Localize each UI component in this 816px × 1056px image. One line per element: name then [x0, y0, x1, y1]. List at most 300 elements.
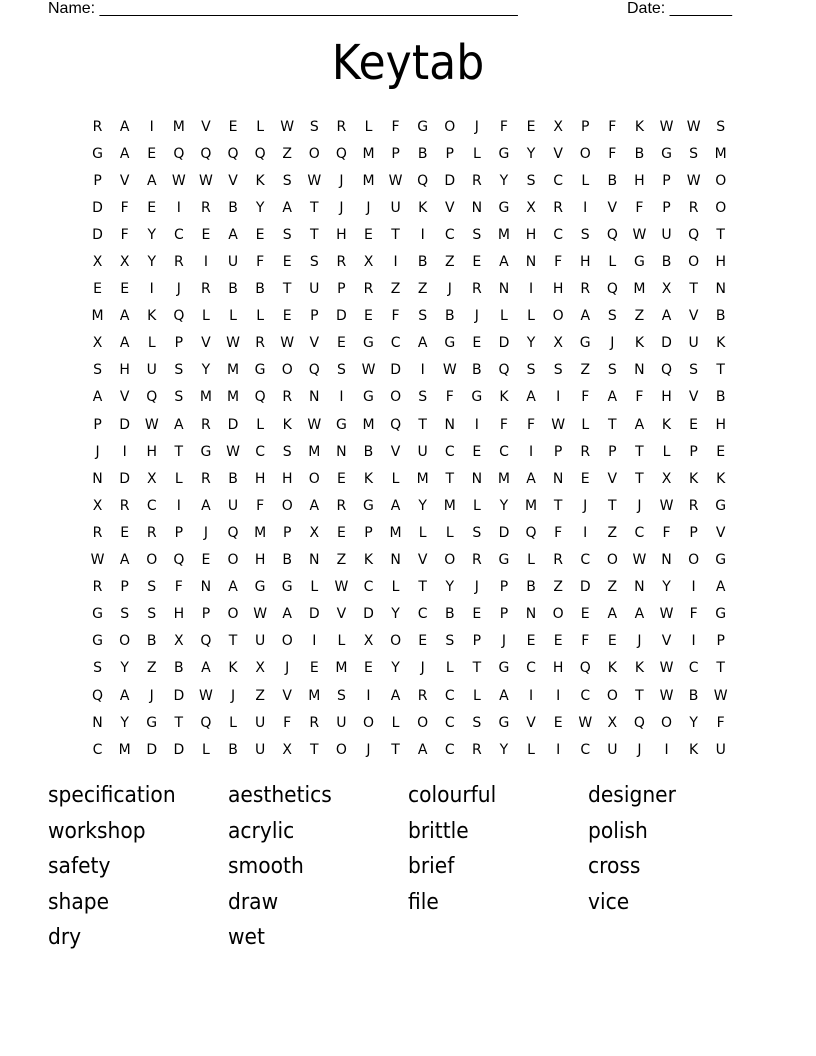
grid-letter[interactable]: F — [256, 497, 265, 514]
grid-letter[interactable]: C — [390, 335, 401, 352]
grid-letter[interactable]: N — [200, 579, 212, 596]
grid-letter[interactable]: L — [581, 416, 590, 433]
grid-letter[interactable]: U — [254, 714, 266, 731]
grid-letter[interactable]: O — [444, 118, 456, 135]
grid-letter[interactable]: I — [149, 281, 154, 298]
grid-letter[interactable]: P — [553, 443, 563, 460]
grid-letter[interactable]: T — [310, 199, 319, 216]
grid-letter[interactable]: O — [281, 497, 293, 514]
grid-letter[interactable]: L — [527, 741, 535, 758]
grid-letter[interactable]: I — [149, 118, 154, 135]
grid-letter[interactable]: F — [499, 416, 508, 433]
grid-letter[interactable]: S — [607, 308, 617, 325]
grid-letter[interactable]: H — [715, 416, 726, 433]
grid-letter[interactable]: M — [199, 389, 212, 406]
grid-letter[interactable]: S — [93, 362, 102, 379]
grid-letter[interactable]: H — [634, 172, 645, 189]
grid-letter[interactable]: L — [364, 118, 373, 135]
grid-letter[interactable]: M — [335, 660, 348, 677]
grid-letter[interactable]: Z — [336, 552, 347, 569]
grid-letter[interactable]: F — [608, 145, 617, 162]
grid-letter[interactable]: Y — [391, 660, 400, 677]
grid-letter[interactable]: Y — [201, 362, 211, 379]
grid-letter[interactable]: L — [202, 308, 210, 325]
grid-letter[interactable]: R — [580, 281, 591, 298]
grid-letter[interactable]: N — [390, 552, 401, 569]
grid-letter[interactable]: R — [336, 118, 347, 135]
grid-letter[interactable]: W — [171, 172, 186, 189]
grid-letter[interactable]: W — [632, 552, 647, 569]
grid-letter[interactable]: S — [336, 687, 346, 704]
grid-letter[interactable]: S — [418, 308, 428, 325]
grid-letter[interactable]: F — [662, 524, 671, 541]
grid-letter[interactable]: C — [688, 660, 699, 677]
grid-letter[interactable]: O — [606, 687, 618, 704]
grid-letter[interactable]: L — [256, 416, 265, 433]
grid-letter[interactable]: R — [688, 199, 699, 216]
grid-letter[interactable]: C — [444, 687, 455, 704]
grid-letter[interactable]: M — [497, 226, 510, 243]
grid-letter[interactable]: K — [499, 389, 509, 406]
grid-letter[interactable]: I — [528, 443, 534, 460]
grid-letter[interactable]: U — [227, 497, 239, 514]
grid-letter[interactable]: M — [525, 497, 538, 514]
grid-letter[interactable]: B — [661, 254, 672, 271]
grid-letter[interactable]: I — [474, 416, 479, 433]
grid-letter[interactable]: T — [418, 416, 427, 433]
grid-letter[interactable]: C — [526, 660, 536, 677]
grid-letter[interactable]: S — [526, 362, 536, 379]
grid-letter[interactable]: K — [255, 172, 265, 189]
grid-letter[interactable]: P — [120, 579, 129, 596]
grid-letter[interactable]: V — [119, 389, 130, 406]
grid-letter[interactable]: Q — [661, 362, 673, 379]
grid-letter[interactable]: M — [497, 470, 510, 487]
grid-letter[interactable]: W — [199, 687, 213, 704]
grid-letter[interactable]: X — [661, 281, 672, 298]
grid-letter[interactable]: P — [608, 443, 617, 460]
grid-letter[interactable]: S — [93, 660, 102, 677]
grid-letter[interactable]: X — [92, 254, 103, 271]
grid-letter[interactable]: F — [554, 254, 563, 271]
grid-letter[interactable]: S — [472, 226, 482, 243]
grid-letter[interactable]: N — [634, 362, 645, 379]
grid-letter[interactable]: C — [444, 714, 455, 731]
grid-letter[interactable]: A — [526, 470, 536, 487]
grid-letter[interactable]: C — [499, 443, 509, 460]
grid-letter[interactable]: E — [553, 633, 563, 650]
grid-letter[interactable]: J — [637, 741, 642, 758]
grid-letter[interactable]: W — [199, 172, 213, 189]
grid-letter[interactable]: D — [146, 741, 158, 758]
grid-letter[interactable]: C — [363, 579, 374, 596]
grid-letter[interactable]: E — [228, 118, 238, 135]
grid-letter[interactable]: G — [281, 579, 293, 596]
grid-letter[interactable]: B — [688, 687, 699, 704]
grid-letter[interactable]: L — [500, 308, 508, 325]
grid-letter[interactable]: S — [689, 362, 699, 379]
grid-letter[interactable]: V — [444, 199, 455, 216]
grid-letter[interactable]: P — [93, 172, 102, 189]
grid-letter[interactable]: P — [662, 172, 671, 189]
grid-letter[interactable]: N — [715, 281, 726, 298]
grid-letter[interactable]: R — [201, 470, 211, 487]
grid-letter[interactable]: D — [390, 362, 401, 379]
grid-letter[interactable]: L — [418, 524, 427, 541]
grid-letter[interactable]: S — [147, 579, 157, 596]
grid-letter[interactable]: K — [661, 416, 672, 433]
grid-letter[interactable]: W — [578, 714, 593, 731]
grid-letter[interactable]: J — [501, 633, 507, 650]
grid-letter[interactable]: O — [417, 714, 429, 731]
grid-letter[interactable]: I — [203, 254, 208, 271]
grid-letter[interactable]: Q — [688, 226, 700, 243]
grid-letter[interactable]: L — [445, 524, 454, 541]
grid-letter[interactable]: G — [417, 118, 429, 135]
grid-letter[interactable]: M — [226, 389, 240, 406]
grid-letter[interactable]: S — [282, 172, 292, 189]
grid-letter[interactable]: V — [282, 687, 292, 704]
grid-letter[interactable]: U — [146, 362, 157, 379]
grid-letter[interactable]: L — [472, 687, 481, 704]
grid-letter[interactable]: K — [228, 660, 238, 677]
grid-letter[interactable]: X — [553, 335, 563, 352]
grid-letter[interactable]: C — [255, 443, 265, 460]
grid-letter[interactable]: K — [282, 416, 292, 433]
grid-letter[interactable]: G — [363, 497, 374, 514]
grid-letter[interactable]: G — [444, 335, 456, 352]
grid-letter[interactable]: Q — [254, 389, 266, 406]
grid-letter[interactable]: X — [363, 633, 374, 650]
grid-letter[interactable]: E — [472, 443, 482, 460]
grid-letter[interactable]: Y — [526, 335, 536, 352]
grid-letter[interactable]: G — [335, 416, 347, 433]
grid-letter[interactable]: S — [309, 118, 319, 135]
grid-letter[interactable]: D — [227, 416, 239, 433]
grid-letter[interactable]: I — [176, 199, 181, 216]
grid-letter[interactable]: E — [336, 470, 346, 487]
grid-letter[interactable]: A — [119, 335, 130, 352]
grid-letter[interactable]: J — [339, 199, 344, 216]
grid-letter[interactable]: W — [551, 416, 566, 433]
grid-letter[interactable]: G — [715, 552, 727, 569]
grid-letter[interactable]: P — [337, 281, 346, 298]
grid-letter[interactable]: O — [227, 552, 239, 569]
grid-letter[interactable]: E — [607, 633, 617, 650]
grid-letter[interactable]: X — [553, 118, 563, 135]
grid-letter[interactable]: W — [713, 687, 728, 704]
grid-letter[interactable]: K — [147, 308, 157, 325]
grid-letter[interactable]: E — [201, 226, 211, 243]
grid-letter[interactable]: T — [174, 714, 184, 731]
grid-letter[interactable]: Z — [255, 687, 265, 704]
grid-letter[interactable]: Q — [227, 145, 239, 162]
grid-letter[interactable]: X — [92, 335, 103, 352]
grid-letter[interactable]: A — [634, 606, 645, 623]
grid-letter[interactable]: F — [527, 416, 536, 433]
grid-letter[interactable]: O — [119, 633, 131, 650]
grid-letter[interactable]: I — [393, 254, 398, 271]
grid-letter[interactable]: J — [339, 172, 344, 189]
grid-letter[interactable]: D — [336, 308, 347, 325]
grid-letter[interactable]: R — [553, 552, 563, 569]
grid-letter[interactable]: J — [474, 308, 479, 325]
grid-letter[interactable]: A — [228, 579, 238, 596]
grid-letter[interactable]: U — [688, 335, 699, 352]
grid-letter[interactable]: F — [499, 118, 508, 135]
grid-letter[interactable]: L — [527, 308, 535, 325]
grid-letter[interactable]: J — [637, 633, 642, 650]
grid-letter[interactable]: A — [499, 254, 509, 271]
grid-letter[interactable]: Z — [146, 660, 157, 677]
grid-letter[interactable]: A — [201, 497, 211, 514]
grid-letter[interactable]: D — [498, 524, 510, 541]
grid-letter[interactable]: V — [607, 470, 618, 487]
grid-letter[interactable]: B — [417, 254, 428, 271]
grid-letter[interactable]: Q — [200, 145, 212, 162]
grid-letter[interactable]: V — [201, 118, 211, 135]
grid-letter[interactable]: M — [172, 118, 185, 135]
grid-letter[interactable]: Z — [580, 362, 591, 379]
grid-letter[interactable]: E — [472, 254, 482, 271]
grid-letter[interactable]: J — [230, 687, 236, 704]
grid-letter[interactable]: F — [554, 524, 563, 541]
grid-letter[interactable]: Y — [662, 579, 671, 596]
grid-letter[interactable]: D — [498, 335, 510, 352]
grid-letter[interactable]: Q — [579, 660, 591, 677]
grid-letter[interactable]: A — [146, 172, 157, 189]
grid-letter[interactable]: B — [472, 362, 482, 379]
grid-letter[interactable]: N — [309, 389, 320, 406]
grid-letter[interactable]: L — [256, 308, 265, 325]
grid-letter[interactable]: G — [498, 145, 510, 162]
grid-letter[interactable]: G — [715, 606, 727, 623]
grid-letter[interactable]: E — [472, 335, 482, 352]
grid-letter[interactable]: V — [309, 335, 320, 352]
grid-letter[interactable]: W — [307, 172, 322, 189]
grid-letter[interactable]: Q — [633, 714, 645, 731]
grid-letter[interactable]: X — [526, 199, 536, 216]
grid-letter[interactable]: F — [256, 254, 265, 271]
grid-letter[interactable]: M — [254, 524, 267, 541]
grid-letter[interactable]: B — [282, 552, 292, 569]
grid-letter[interactable]: T — [472, 660, 482, 677]
grid-letter[interactable]: Q — [606, 281, 618, 298]
grid-letter[interactable]: J — [474, 118, 479, 135]
grid-letter[interactable]: A — [499, 687, 509, 704]
grid-letter[interactable]: A — [390, 497, 401, 514]
grid-letter[interactable]: E — [364, 226, 373, 243]
grid-letter[interactable]: V — [688, 308, 699, 325]
grid-letter[interactable]: B — [526, 579, 536, 596]
grid-letter[interactable]: C — [580, 741, 591, 758]
grid-letter[interactable]: L — [472, 497, 481, 514]
grid-letter[interactable]: R — [201, 199, 211, 216]
grid-letter[interactable]: L — [337, 633, 346, 650]
grid-letter[interactable]: C — [92, 741, 103, 758]
grid-letter[interactable]: L — [608, 254, 617, 271]
grid-letter[interactable]: O — [146, 552, 158, 569]
grid-letter[interactable]: X — [255, 660, 265, 677]
grid-letter[interactable]: S — [336, 362, 346, 379]
grid-letter[interactable]: G — [498, 660, 510, 677]
grid-letter[interactable]: F — [391, 118, 400, 135]
grid-letter[interactable]: V — [553, 145, 563, 162]
grid-letter[interactable]: H — [146, 443, 157, 460]
grid-letter[interactable]: W — [90, 552, 105, 569]
grid-letter[interactable]: R — [471, 552, 482, 569]
grid-letter[interactable]: S — [472, 714, 482, 731]
grid-letter[interactable]: P — [364, 524, 373, 541]
grid-letter[interactable]: B — [228, 281, 238, 298]
grid-letter[interactable]: W — [659, 497, 674, 514]
grid-letter[interactable]: G — [146, 714, 158, 731]
grid-letter[interactable]: W — [334, 579, 349, 596]
grid-letter[interactable]: G — [363, 389, 374, 406]
grid-letter[interactable]: S — [147, 606, 157, 623]
grid-letter[interactable]: T — [716, 226, 725, 243]
grid-letter[interactable]: N — [634, 579, 645, 596]
grid-letter[interactable]: D — [173, 687, 185, 704]
grid-letter[interactable]: W — [307, 416, 322, 433]
grid-letter[interactable]: J — [610, 335, 615, 352]
grid-letter[interactable]: R — [92, 118, 103, 135]
grid-letter[interactable]: D — [579, 579, 591, 596]
grid-letter[interactable]: I — [664, 741, 669, 758]
grid-letter[interactable]: R — [92, 579, 103, 596]
grid-letter[interactable]: D — [92, 199, 103, 216]
grid-letter[interactable]: H — [525, 226, 537, 243]
grid-letter[interactable]: Q — [308, 362, 320, 379]
grid-letter[interactable]: B — [444, 606, 455, 623]
grid-letter[interactable]: I — [528, 687, 534, 704]
grid-letter[interactable]: Q — [146, 389, 158, 406]
grid-letter[interactable]: U — [607, 741, 618, 758]
grid-letter[interactable]: G — [471, 389, 483, 406]
grid-letter[interactable]: T — [635, 470, 644, 487]
grid-letter[interactable]: H — [552, 281, 564, 298]
grid-letter[interactable]: C — [553, 172, 564, 189]
grid-letter[interactable]: X — [282, 741, 292, 758]
grid-letter[interactable]: O — [688, 254, 700, 271]
grid-letter[interactable]: I — [339, 389, 344, 406]
grid-letter[interactable]: M — [714, 145, 727, 162]
grid-letter[interactable]: F — [581, 389, 590, 406]
grid-letter[interactable]: S — [580, 226, 590, 243]
grid-letter[interactable]: K — [607, 660, 617, 677]
grid-letter[interactable]: L — [256, 118, 265, 135]
grid-letter[interactable]: I — [556, 741, 561, 758]
grid-letter[interactable]: M — [308, 443, 321, 460]
grid-letter[interactable]: Q — [525, 524, 537, 541]
grid-letter[interactable]: U — [336, 714, 347, 731]
grid-letter[interactable]: P — [93, 416, 102, 433]
grid-letter[interactable]: O — [444, 552, 456, 569]
grid-letter[interactable]: R — [309, 714, 320, 731]
grid-letter[interactable]: L — [391, 470, 400, 487]
grid-letter[interactable]: T — [608, 416, 617, 433]
grid-letter[interactable]: N — [336, 443, 347, 460]
grid-letter[interactable]: E — [580, 606, 590, 623]
grid-letter[interactable]: T — [391, 226, 400, 243]
grid-letter[interactable]: L — [391, 579, 400, 596]
grid-letter[interactable]: D — [92, 226, 103, 243]
grid-letter[interactable]: K — [689, 741, 699, 758]
grid-letter[interactable]: B — [174, 660, 184, 677]
grid-letter[interactable]: H — [661, 389, 672, 406]
grid-letter[interactable]: T — [553, 497, 563, 514]
grid-letter[interactable]: G — [92, 606, 103, 623]
grid-letter[interactable]: N — [525, 606, 537, 623]
grid-letter[interactable]: L — [662, 443, 671, 460]
grid-letter[interactable]: A — [119, 145, 130, 162]
grid-letter[interactable]: Q — [200, 633, 212, 650]
grid-letter[interactable]: R — [471, 741, 482, 758]
grid-letter[interactable]: P — [499, 606, 509, 623]
grid-letter[interactable]: E — [472, 606, 482, 623]
grid-letter[interactable]: Y — [255, 199, 265, 216]
grid-letter[interactable]: H — [254, 552, 266, 569]
grid-letter[interactable]: S — [472, 524, 482, 541]
grid-letter[interactable]: Q — [335, 145, 347, 162]
grid-letter[interactable]: W — [280, 118, 295, 135]
grid-letter[interactable]: L — [147, 335, 156, 352]
grid-letter[interactable]: J — [366, 199, 371, 216]
grid-letter[interactable]: N — [92, 470, 103, 487]
grid-letter[interactable]: U — [661, 226, 672, 243]
grid-letter[interactable]: C — [444, 741, 455, 758]
grid-letter[interactable]: B — [255, 281, 265, 298]
grid-letter[interactable]: O — [715, 172, 727, 189]
grid-letter[interactable]: V — [661, 633, 672, 650]
grid-letter[interactable]: F — [445, 389, 454, 406]
grid-letter[interactable]: F — [391, 308, 400, 325]
grid-letter[interactable]: A — [119, 687, 130, 704]
grid-letter[interactable]: T — [174, 443, 184, 460]
grid-letter[interactable]: S — [174, 389, 184, 406]
grid-letter[interactable]: E — [418, 633, 428, 650]
grid-letter[interactable]: E — [716, 443, 726, 460]
grid-letter[interactable]: I — [556, 389, 561, 406]
grid-letter[interactable]: M — [389, 524, 402, 541]
grid-letter[interactable]: C — [146, 497, 157, 514]
grid-letter[interactable]: Z — [282, 145, 292, 162]
grid-letter[interactable]: S — [282, 443, 292, 460]
grid-letter[interactable]: M — [362, 172, 375, 189]
grid-letter[interactable]: C — [444, 443, 455, 460]
grid-letter[interactable]: B — [715, 308, 726, 325]
grid-letter[interactable]: I — [556, 687, 561, 704]
grid-letter[interactable]: C — [417, 606, 428, 623]
name-field-label[interactable]: Name: _______________________________________________ — [48, 0, 518, 17]
grid-letter[interactable]: O — [390, 389, 402, 406]
grid-letter[interactable]: W — [659, 118, 674, 135]
grid-letter[interactable]: O — [606, 552, 618, 569]
grid-letter[interactable]: P — [716, 633, 725, 650]
grid-letter[interactable]: Y — [147, 226, 157, 243]
grid-letter[interactable]: I — [528, 281, 534, 298]
date-field-label[interactable]: Date: _______ — [627, 0, 732, 17]
grid-letter[interactable]: Z — [607, 579, 618, 596]
grid-letter[interactable]: N — [92, 714, 103, 731]
grid-letter[interactable]: M — [308, 687, 321, 704]
grid-letter[interactable]: K — [363, 470, 374, 487]
grid-letter[interactable]: Z — [390, 281, 401, 298]
grid-letter[interactable]: M — [362, 145, 375, 162]
grid-letter[interactable]: W — [280, 335, 295, 352]
grid-letter[interactable]: K — [689, 470, 699, 487]
grid-letter[interactable]: Q — [254, 145, 266, 162]
